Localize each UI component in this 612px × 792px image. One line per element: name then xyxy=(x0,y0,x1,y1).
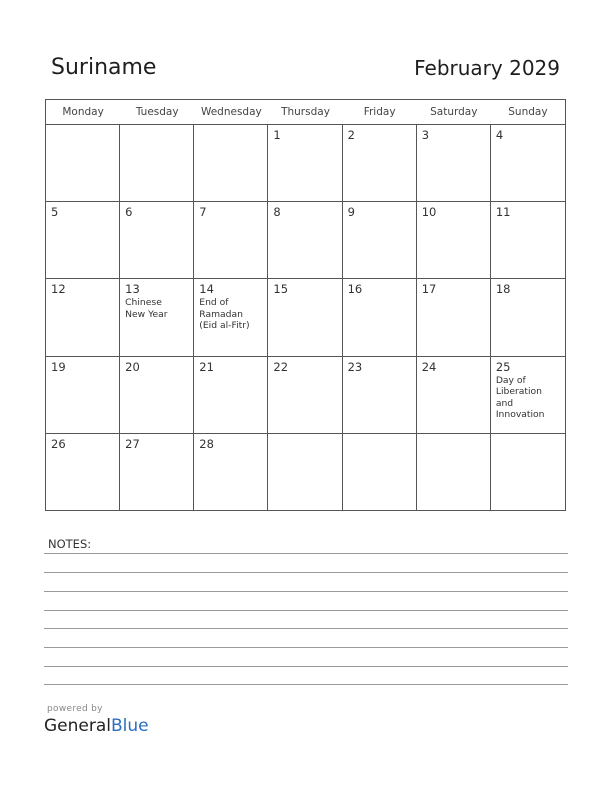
day-cell xyxy=(268,125,342,202)
day-cell xyxy=(194,434,268,511)
day-number: 23 xyxy=(347,359,363,374)
weekday-thursday: Thursday xyxy=(281,106,330,118)
weekday-sunday: Sunday xyxy=(508,106,548,118)
calendar-month-title: February 2029 xyxy=(414,56,560,80)
day-number: 28 xyxy=(199,436,214,451)
notes-line xyxy=(44,572,568,573)
day-number: 19 xyxy=(51,359,66,374)
notes-line xyxy=(44,628,568,629)
day-number: 1 xyxy=(273,128,281,142)
holiday-label: Day of Liberation and Innovation xyxy=(495,374,545,421)
day-cell xyxy=(46,279,120,356)
day-cell xyxy=(194,125,268,202)
day-cell xyxy=(491,202,565,279)
weekday-header-row xyxy=(46,100,565,125)
day-cell xyxy=(194,279,268,356)
day-number: 21 xyxy=(199,359,214,374)
day-number: 10 xyxy=(421,205,437,220)
day-number: 6 xyxy=(125,205,133,220)
day-number: 22 xyxy=(273,359,289,374)
day-cell xyxy=(46,434,120,511)
day-cell xyxy=(120,125,194,202)
generalblue-logo[interactable] xyxy=(44,716,149,736)
day-cell xyxy=(120,279,194,356)
notes-line xyxy=(44,610,568,611)
day-number: 7 xyxy=(199,205,207,220)
notes-line xyxy=(44,647,568,648)
day-cell xyxy=(268,279,342,356)
day-number: 15 xyxy=(273,282,289,297)
logo-blue-text: Blue xyxy=(111,716,149,736)
day-number: 8 xyxy=(273,205,281,220)
day-number: 11 xyxy=(495,205,511,220)
weekday-friday: Friday xyxy=(363,106,396,118)
notes-line xyxy=(44,591,568,592)
day-number: 14 xyxy=(199,282,214,297)
day-cell xyxy=(120,202,194,279)
day-cell xyxy=(491,125,565,202)
day-cell xyxy=(417,434,491,511)
day-cell xyxy=(343,202,417,279)
holiday-label: End of Ramadan (Eid al-Fitr) xyxy=(199,297,250,332)
weekday-monday: Monday xyxy=(62,106,104,118)
day-cell xyxy=(491,279,565,356)
notes-label: NOTES: xyxy=(48,537,92,551)
day-cell xyxy=(417,279,491,356)
day-cell xyxy=(417,202,491,279)
day-cell xyxy=(343,357,417,434)
day-cell xyxy=(343,125,417,202)
day-number: 18 xyxy=(495,282,511,297)
day-cell xyxy=(417,125,491,202)
weekday-saturday: Saturday xyxy=(430,106,478,118)
day-number: 5 xyxy=(51,205,59,220)
day-number: 25 xyxy=(495,359,511,374)
day-cell xyxy=(417,357,491,434)
day-cell xyxy=(343,279,417,356)
day-number: 17 xyxy=(421,282,437,297)
notes-line xyxy=(44,684,568,685)
day-cell xyxy=(343,434,417,511)
weekday-wednesday: Wednesday xyxy=(200,106,262,118)
notes-line xyxy=(44,666,568,667)
day-cell xyxy=(194,202,268,279)
day-number: 12 xyxy=(51,282,66,297)
day-number: 26 xyxy=(51,436,66,451)
day-number: 9 xyxy=(347,205,355,220)
day-cell xyxy=(46,202,120,279)
day-number: 24 xyxy=(421,359,437,374)
day-cell xyxy=(268,202,342,279)
day-number: 27 xyxy=(125,436,140,451)
day-cell xyxy=(491,357,565,434)
calendar-days xyxy=(46,125,565,511)
day-cell xyxy=(268,434,342,511)
day-number: 20 xyxy=(125,359,140,374)
day-cell xyxy=(491,434,565,511)
powered-by-text: powered by xyxy=(47,704,103,714)
day-number: 3 xyxy=(421,128,430,142)
day-number: 4 xyxy=(495,128,504,142)
holiday-label: Chinese New Year xyxy=(125,297,168,320)
day-cell xyxy=(120,434,194,511)
day-number: 13 xyxy=(125,282,140,297)
day-number: 2 xyxy=(347,128,355,142)
day-cell xyxy=(268,357,342,434)
day-cell xyxy=(46,125,120,202)
notes-line xyxy=(44,553,568,554)
calendar-country-title: Suriname xyxy=(51,55,157,80)
day-cell xyxy=(120,357,194,434)
calendar-grid xyxy=(45,99,566,511)
weekday-tuesday: Tuesday xyxy=(135,106,179,118)
day-number: 16 xyxy=(347,282,363,297)
logo-general-text: General xyxy=(44,716,111,736)
day-cell xyxy=(194,357,268,434)
day-cell xyxy=(46,357,120,434)
